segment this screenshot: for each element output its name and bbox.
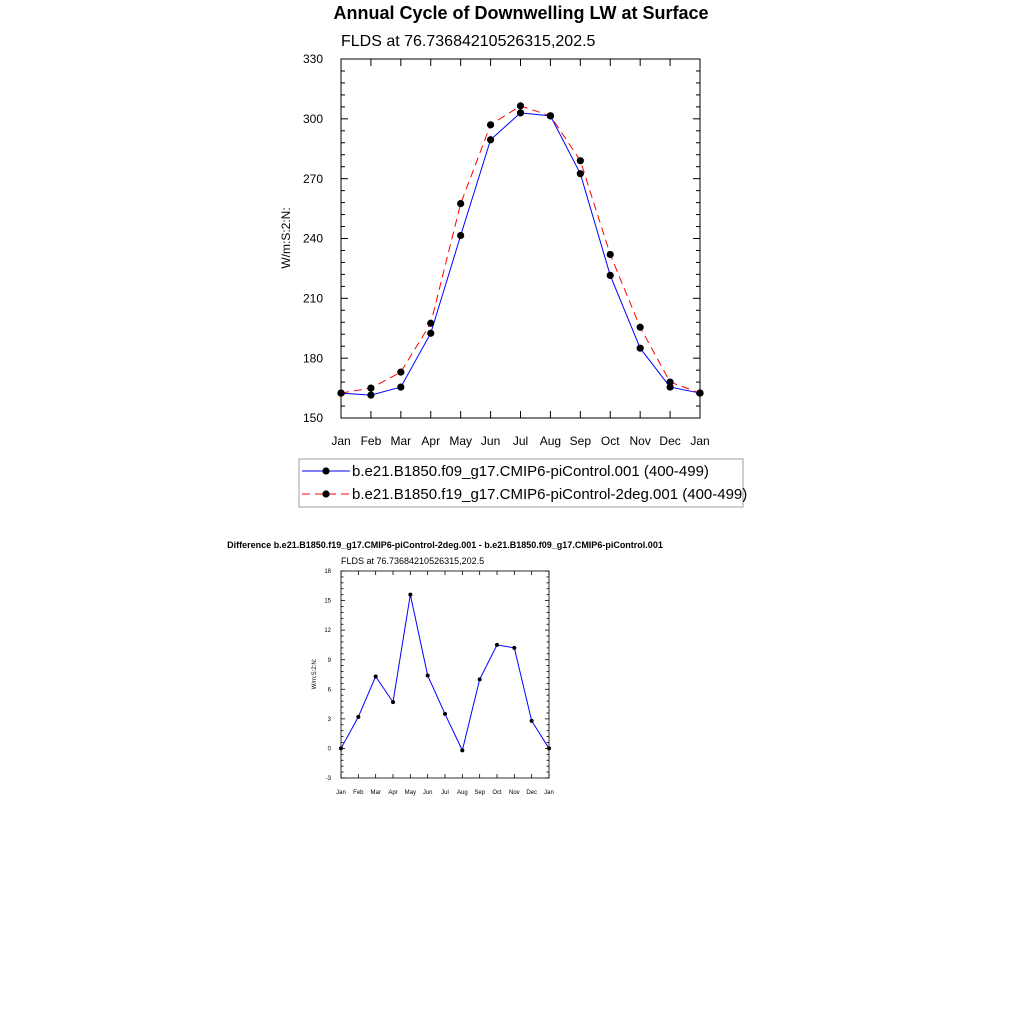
x-tick-label: Oct <box>492 790 502 796</box>
x-tick-label: Dec <box>659 434 681 448</box>
y-tick-label: 240 <box>302 231 323 246</box>
series-1-line <box>341 595 549 751</box>
series-1-point <box>391 700 395 704</box>
series-1-point <box>577 170 584 177</box>
series-1-point <box>495 643 499 647</box>
series-2-point <box>457 200 464 207</box>
x-tick-label: Jan <box>336 790 346 796</box>
series-1-point <box>374 674 378 678</box>
series-1-line <box>341 113 700 395</box>
series-2-point <box>666 379 673 386</box>
series-1-point <box>427 330 434 337</box>
x-tick-label: Apr <box>388 790 398 796</box>
x-tick-label: Jul <box>441 790 449 796</box>
x-tick-label: Jan <box>544 790 554 796</box>
series-2-point <box>637 324 644 331</box>
series-1-point <box>517 109 524 116</box>
series-1-point <box>356 715 360 719</box>
legend-label-1: b.e21.B1850.f09_g17.CMIP6-piControl.001 (400-499) <box>352 463 709 480</box>
series-1-point <box>487 136 494 143</box>
x-tick-label: Jun <box>480 434 501 448</box>
series-1-point <box>512 646 516 650</box>
y-tick-label: 9 <box>327 657 331 664</box>
legend-label-2: b.e21.B1850.f19_g17.CMIP6-piControl-2deg.001 (400-499) <box>352 486 748 503</box>
x-tick-label: May <box>449 434 473 448</box>
series-1-point <box>397 383 404 390</box>
series-2-point <box>517 102 524 109</box>
x-tick-label: Sep <box>474 790 486 796</box>
x-tick-label: Jun <box>422 790 433 796</box>
diff-chart-plot <box>324 569 554 796</box>
series-2-line <box>341 106 700 393</box>
series-1-point <box>408 593 412 597</box>
legend-marker-1 <box>322 467 329 474</box>
plot-frame <box>341 571 549 778</box>
series-2-point <box>547 112 554 119</box>
series-1-point <box>637 345 644 352</box>
x-tick-label: Feb <box>360 434 382 448</box>
series-1-point <box>547 746 551 750</box>
series-1-point <box>530 719 534 723</box>
diff-chart-subtitle: FLDS at 76.73684210526315,202.5 <box>341 556 485 566</box>
x-tick-label: Mar <box>390 434 412 448</box>
series-1-point <box>457 232 464 239</box>
x-tick-label: Sep <box>569 434 592 448</box>
series-1-point <box>426 673 430 677</box>
series-1-point <box>478 677 482 681</box>
x-tick-label: Dec <box>526 790 538 796</box>
y-tick-label: 6 <box>327 687 331 694</box>
series-2-point <box>427 320 434 327</box>
x-tick-label: Jul <box>512 434 529 448</box>
x-tick-label: May <box>404 790 417 796</box>
y-tick-label: 300 <box>302 112 323 127</box>
x-tick-label: Feb <box>353 790 364 796</box>
series-1-point <box>607 272 614 279</box>
main-chart-title: Annual Cycle of Downwelling LW at Surface <box>333 3 709 23</box>
y-tick-label: 270 <box>302 171 323 186</box>
x-tick-label: Nov <box>508 790 520 796</box>
series-2-point <box>337 389 344 396</box>
diff-chart-title: Difference b.e21.B1850.f19_g17.CMIP6-piControl-2deg.001 - b.e21.B1850.f09_g17.CMIP6-piControl.001 <box>227 540 663 550</box>
series-1-point <box>339 746 343 750</box>
y-tick-label: 12 <box>324 628 331 635</box>
y-tick-label: 180 <box>302 351 323 366</box>
x-tick-label: Apr <box>421 434 441 448</box>
x-tick-label: Oct <box>600 434 620 448</box>
y-tick-label: 150 <box>302 411 323 426</box>
y-tick-label: 330 <box>302 52 323 67</box>
main-chart-ylabel: W/m:S:2:N: <box>279 207 293 269</box>
x-tick-label: Aug <box>456 790 468 796</box>
x-tick-label: Aug <box>539 434 562 448</box>
series-2-point <box>397 369 404 376</box>
y-tick-label: 3 <box>327 716 331 723</box>
series-2-point <box>487 121 494 128</box>
main-chart-subtitle: FLDS at 76.73684210526315,202.5 <box>341 33 596 50</box>
series-1-point <box>460 748 464 752</box>
series-2-point <box>607 251 614 258</box>
series-1-point <box>443 712 447 716</box>
x-tick-label: Mar <box>370 790 381 796</box>
x-tick-label: Jan <box>690 434 710 448</box>
y-tick-label: 0 <box>327 746 331 753</box>
y-tick-label: -3 <box>325 776 331 783</box>
series-2-point <box>577 157 584 164</box>
legend-marker-2 <box>322 490 329 497</box>
series-2-point <box>367 384 374 391</box>
series-2-point <box>696 389 703 396</box>
series-1-point <box>367 391 374 398</box>
main-chart-legend <box>299 459 747 507</box>
diff-chart-ylabel: W/m:S:2:N: <box>312 658 318 690</box>
y-tick-label: 15 <box>324 598 331 605</box>
x-tick-label: Jan <box>331 434 351 448</box>
y-tick-label: 210 <box>302 291 323 306</box>
y-tick-label: 18 <box>324 569 331 576</box>
main-chart-plot <box>303 52 710 448</box>
x-tick-label: Nov <box>629 434 651 448</box>
